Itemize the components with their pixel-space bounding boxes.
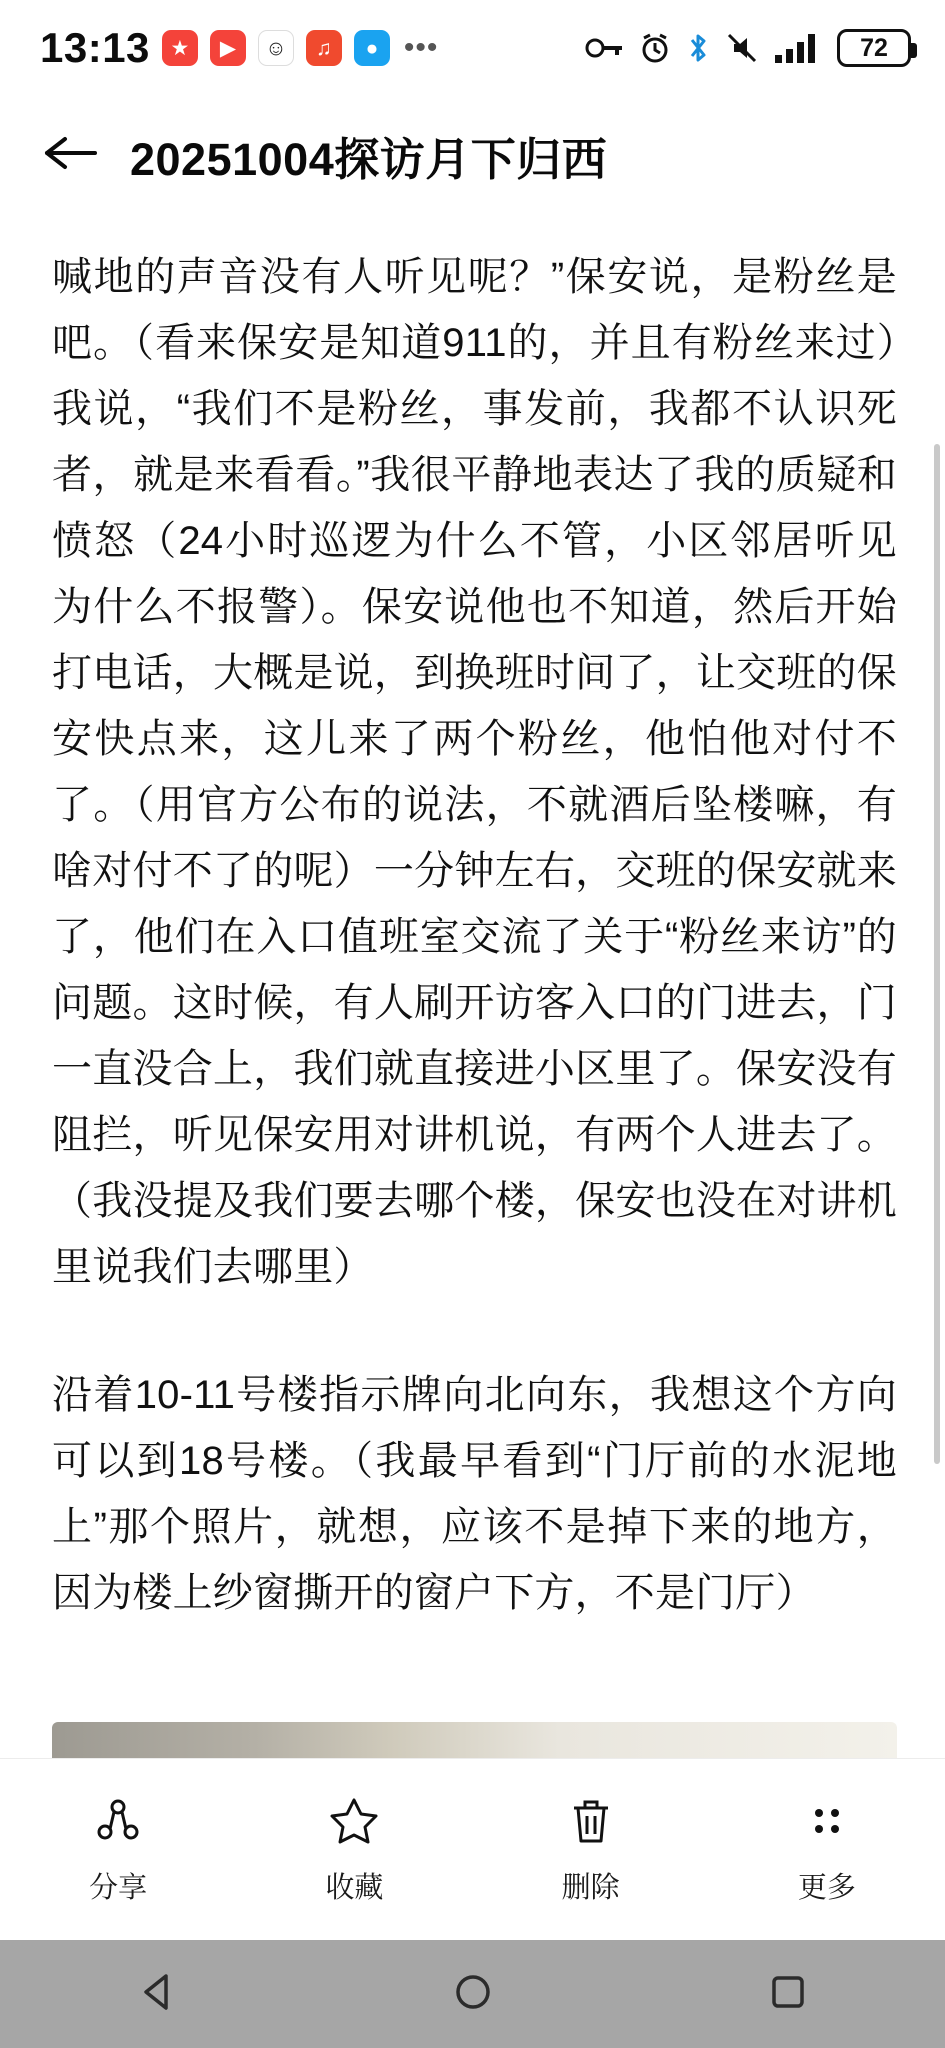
android-back-button[interactable]: [98, 1940, 218, 2048]
article-image: [52, 1722, 897, 1758]
page-title: 20251004探访月下归西: [130, 133, 608, 185]
more-label: 更多: [797, 1872, 856, 1904]
share-label: 分享: [89, 1872, 148, 1904]
battery-indicator: [837, 29, 911, 67]
article-body[interactable]: [0, 214, 945, 1758]
android-nav-bar: [0, 1940, 945, 2048]
alarm-icon: [639, 32, 671, 64]
favorite-button[interactable]: [236, 1793, 472, 1906]
share-button[interactable]: [0, 1793, 236, 1906]
trash-icon: [568, 1793, 614, 1849]
mute-icon: [725, 31, 759, 65]
music-icon: ♫: [306, 30, 342, 66]
status-bar-right: [585, 29, 911, 67]
back-button[interactable]: [40, 124, 102, 186]
more-button[interactable]: [709, 1793, 945, 1906]
back-triangle-icon: [138, 1970, 178, 2019]
overflow-dots-icon: •••: [403, 31, 439, 64]
article-paragraph: 沿着10-11号楼指示牌向北向东，我想这个方向可以到18号楼。（我最早看到“门厅前的水泥地上”那个照片，就想，应该不是掉下来的地方，因为楼上纱窗撕开的窗户下方，不是门厅）: [52, 1373, 897, 1615]
star-icon: [328, 1793, 380, 1849]
delete-button[interactable]: [473, 1793, 709, 1906]
bluetooth-icon: [685, 31, 711, 65]
bilibili-icon: ☺: [258, 30, 294, 66]
home-circle-icon: [451, 1970, 495, 2019]
delete-label: 删除: [561, 1872, 620, 1904]
battery-level: 72: [860, 33, 888, 62]
status-bar: [0, 0, 945, 96]
key-icon: [585, 33, 625, 63]
title-bar: [0, 96, 945, 214]
android-home-button[interactable]: [413, 1940, 533, 2048]
share-icon: [93, 1793, 143, 1849]
scrollbar[interactable]: [934, 444, 940, 1464]
more-icon: [804, 1793, 850, 1849]
signal-icon: [773, 31, 823, 65]
status-bar-left: [40, 24, 438, 72]
status-time: 13:13: [40, 24, 150, 71]
recents-square-icon: [767, 1971, 809, 2018]
video-icon: ▶: [210, 30, 246, 66]
back-arrow-icon: [43, 133, 99, 178]
bottom-toolbar: [0, 1758, 945, 1940]
favorite-label: 收藏: [325, 1872, 384, 1904]
game-icon: ★: [162, 30, 198, 66]
android-recents-button[interactable]: [728, 1940, 848, 2048]
chat-icon: ●: [354, 30, 390, 66]
article-paragraph: 喊地的声音没有人听见呢？”保安说，是粉丝是吧。（看来保安是知道911的，并且有粉丝来过）我说，“我们不是粉丝，事发前，我都不认识死者，就是来看看。”我很平静地表达了我的质疑和愤怒（24小时巡逻为什么不管，小区邻居听见为什么不报警）。保安说他也不知道，然后开始打电话，大概是说，到换班时间了，让交班的保安快点来，这儿来了两个粉丝，他怕他对付不了。（用官方公布的说法，不就酒后坠楼嘛，有啥对付不了的呢）一分钟左右，交班的保安就来了，他们在入口值班室交流了关于“粉丝来访”的问题。这时候，有人刷开访客入口的门进去，门一直没合上，我们就直接进小区里了。保安没有阻拦，听见保安用对讲机说，有两个人进去了。（我没提及我们要去哪个楼，保安也没在对讲机里说我们去哪里）: [52, 255, 897, 1289]
